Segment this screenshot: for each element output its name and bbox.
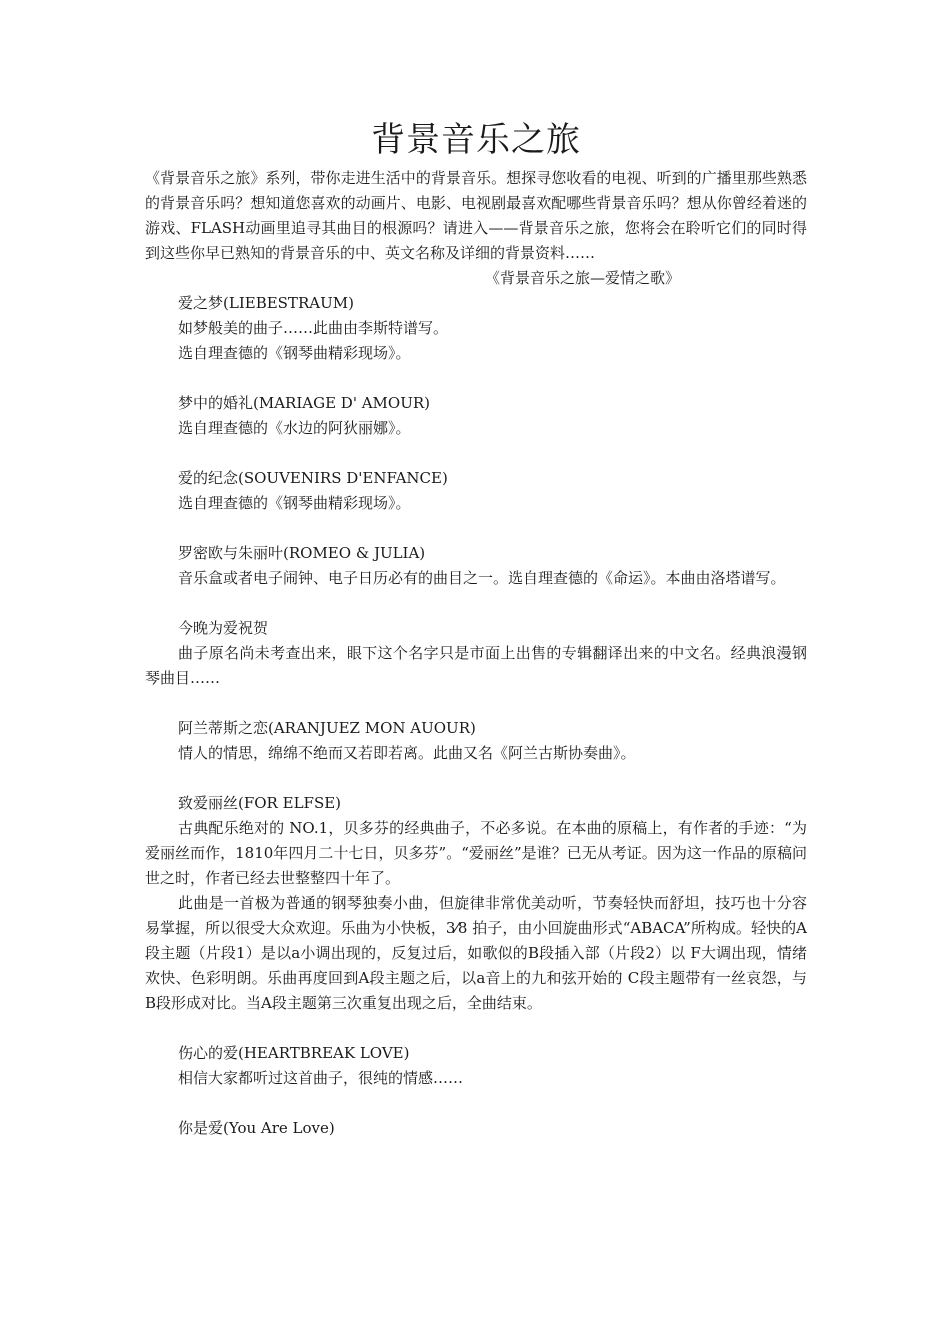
song-description: 选自理查德的《水边的阿狄丽娜》。: [178, 419, 411, 437]
song-title: 伤心的爱(HEARTBREAK LOVE): [178, 1044, 410, 1062]
song-title: 致爱丽丝(FOR ELFSE): [178, 794, 342, 812]
song-description: 音乐盒或者电子闹钟、电子日历必有的曲目之一。选自理查德的《命运》。本曲由洛塔谱写。: [178, 569, 786, 587]
song-entry: [145, 791, 807, 1016]
song-title: 阿兰蒂斯之恋(ARANJUEZ MON AUOUR): [178, 719, 476, 737]
song-description: 此曲是一首极为普通的钢琴独奏小曲，但旋律非常优美动听，节奏轻快而舒坦，技巧也十分容易掌握，所以很受大众欢迎。乐曲为小快板，3⁄8 拍子，由小回旋曲形式“ABACA”所构成。轻快的A段主题（片段1）是以a小调出现的，反复过后，如歌似的B段插入部（片段2）以 F大调出现，情绪欢快、色彩明朗。乐曲再度回到A段主题之后，以a音上的九和弦开始的 C段主题带有一丝哀怨，与B段形成对比。当A段主题第三次重复出现之后，全曲结束。: [145, 894, 807, 1012]
song-description: 情人的情思，绵绵不绝而又若即若离。此曲又名《阿兰古斯协奏曲》。: [178, 744, 636, 762]
document-page: [145, 118, 807, 1166]
song-entry: [145, 291, 807, 366]
song-description: 曲子原名尚未考查出来，眼下这个名字只是市面上出售的专辑翻译出来的中文名。经典浪漫钢琴曲目……: [145, 644, 807, 687]
song-entry: [145, 1041, 807, 1091]
song-entry: [145, 616, 807, 691]
intro-paragraph: 《背景音乐之旅》系列，带你走进生活中的背景音乐。想探寻您收看的电视、听到的广播里那些熟悉的背景音乐吗？想知道您喜欢的动画片、电影、电视剧最喜欢配哪些背景音乐吗？想从你曾经着迷的游戏、FLASH动画里追寻其曲目的根源吗？请进入——背景音乐之旅，您将会在聆听它们的同时得到这些你早已熟知的背景音乐的中、英文名称及详细的背景资料……: [145, 169, 807, 262]
song-title: 你是爱(You Are Love): [178, 1119, 335, 1137]
song-title: 爱之梦(LIEBESTRAUM): [178, 294, 354, 312]
song-description: 相信大家都听过这首曲子，很纯的情感……: [178, 1069, 464, 1087]
song-entry: [145, 466, 807, 516]
section-subtitle: 《背景音乐之旅—爱情之歌》: [485, 269, 681, 287]
song-title: 爱的纪念(SOUVENIRS D'ENFANCE): [178, 469, 448, 487]
song-entry: [145, 541, 807, 591]
document-title: 背景音乐之旅: [371, 120, 581, 160]
song-description: 选自理查德的《钢琴曲精彩现场》。: [178, 344, 411, 362]
song-description: 如梦般美的曲子……此曲由李斯特谱写。: [178, 319, 449, 337]
song-title: 梦中的婚礼(MARIAGE D' AMOUR): [178, 394, 430, 412]
song-title: 今晚为爱祝贺: [178, 619, 269, 637]
song-description: 古典配乐绝对的 NO.1，贝多芬的经典曲子，不必多说。在本曲的原稿上，有作者的手迹：“为爱丽丝而作，1810年四月二十七日，贝多芬”。“爱丽丝”是谁？已无从考证。因为这一作品的原稿问世之时，作者已经去世整整四十年了。: [145, 819, 807, 887]
song-title: 罗密欧与朱丽叶(ROMEO & JULIA): [178, 544, 426, 562]
song-entry: [145, 1116, 807, 1141]
song-description: 选自理查德的《钢琴曲精彩现场》。: [178, 494, 411, 512]
song-entry: [145, 391, 807, 441]
song-entry: [145, 716, 807, 766]
